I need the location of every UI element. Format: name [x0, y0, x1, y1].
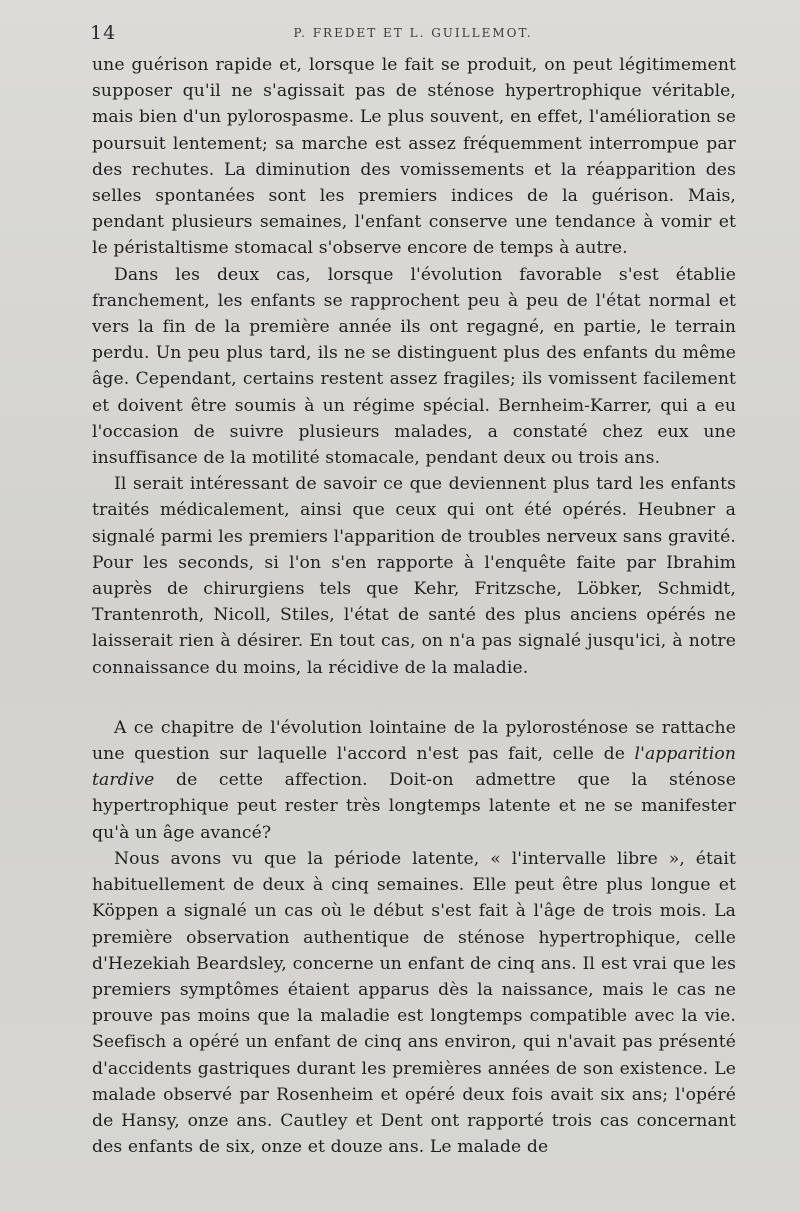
paragraph-3: Il serait intéressant de savoir ce que deviennent plus tard les enfants traités médicalement, ainsi que ceux qui ont été opérés. Heubner a signalé parmi les premiers l'apparition de troubles nerveux sans gravité. Pour les seconds, si l'on s'en rapporte à l'enquête faite par Ibrahim auprès de chirurgiens tels que Kehr, Fritzsche, Löbker, Schmidt, Trantenroth, Nicoll, Stiles, l'état de santé des plus anciens opérés ne laisserait rien à désirer. En tout cas, on n'a pas signalé jusqu'ici, à notre connaissance du moins, la récidive de la maladie.	[92, 474, 736, 678]
section-gap	[92, 681, 736, 715]
paragraph-4-italic-term: l'apparition tardive	[92, 744, 736, 791]
paragraph-4	[92, 715, 736, 846]
running-head: P. FREDET ET L. GUILLEMOT.	[293, 26, 533, 40]
paragraph-2: Dans les deux cas, lorsque l'évolution favorable s'est établie franchement, les enfants se rapprochent peu à peu de l'état normal et vers la fin de la première année ils ont regagné, en partie, le terrain perdu. Un peu plus tard, ils ne se distinguent plus des enfants du même âge. Cependant, certains restent assez fragiles; ils vomissent facilement et doivent être soumis à un régime spécial. Bernheim-Karrer, qui a eu l'occasion de suivre plusieurs malades, a constaté chez eux une insuffisance de la motilité stomacale, pendant deux ou trois ans.	[92, 264, 736, 469]
paragraph-4-text-before: A ce chapitre de l'évolution lointaine de la pylorosténose se rattache une question sur laquelle l'accord n'est pas fait, celle de	[92, 717, 736, 765]
body-text	[92, 52, 736, 1160]
paragraph-5: Nous avons vu que la période latente, « l'intervalle libre », était habituellement de deux à cinq semaines. Elle peut être plus longue et Köppen a signalé un cas où le début s'est fait à l'âge de trois mois. La première observation authentique de sténose hypertrophique, celle d'Hezekiah Beardsley, concerne un enfant de cinq ans. Il est vrai que les premiers symptômes étaient apparus dès la naissance, mais le cas ne prouve pas moins que la maladie est longtemps compatible avec la vie. Seefisch a opéré un enfant de cinq ans environ, qui n'avait pas présenté d'accidents gastriques durant les premières années de son existence. Le malade observé par Rosenheim et opéré deux fois avait six ans; l'opéré de Hansy, onze ans. Cautley et Dent ont rapporté trois cas concernant des enfants de six, onze et douze ans. Le malade de	[92, 848, 736, 1158]
page-number: 14	[90, 22, 117, 44]
page-header	[90, 22, 736, 46]
paragraph-1: une guérison rapide et, lorsque le fait se produit, on peut légitimement supposer qu'il ne s'agissait pas de sténose hypertrophique véritable, mais bien d'un pylorospasme. Le plus souvent, en effet, l'amélioration se poursuit lentement; sa marche est assez fréquemment interrompue par des rechutes. La diminution des vomissements et la réapparition des selles spontanées sont les premiers indices de la guérison. Mais, pendant plusieurs semaines, l'enfant conserve une tendance à vomir et le péristaltisme stomacal s'observe encore de temps à autre.	[92, 55, 736, 259]
paragraph-4-text-after: de cette affection. Doit-on admettre que la sténose hypertrophique peut rester très longtemps latente et ne se manifester qu'à un âge avancé?	[92, 770, 736, 843]
